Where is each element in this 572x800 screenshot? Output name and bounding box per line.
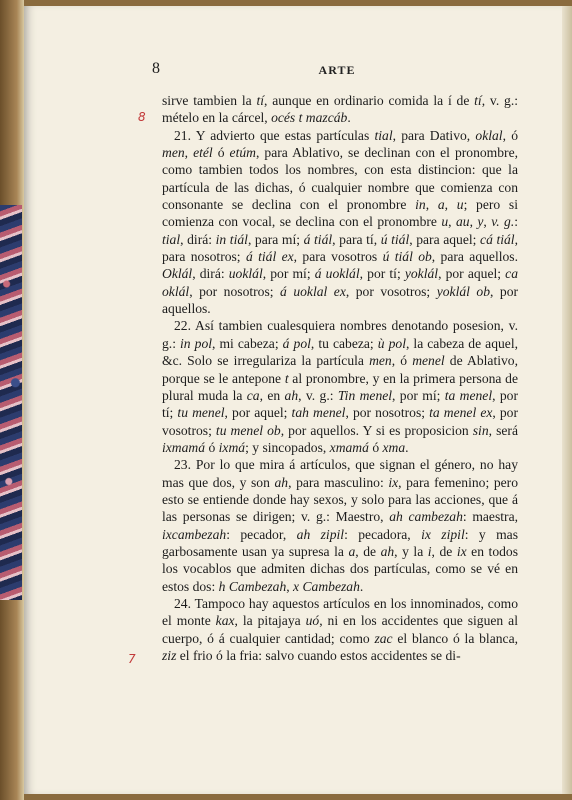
- paragraph-24: 24. Tampoco hay aquestos artículos en los innominados, como el monte kax, la pitajaya uó, ni en los accidentes que siguen al cuerpo, ó á cualquier cantidad; como zac el blanco ó la blanca, ziz el frio ó la fria: salvo cuando estos accidentes se di-: [162, 595, 518, 663]
- body-text: [162, 92, 518, 664]
- page-fore-edge: [562, 6, 572, 794]
- margin-annotation: 7: [128, 652, 136, 666]
- paragraph-number: 24.: [174, 595, 191, 611]
- paragraph-23: 23. Por lo que mira á artículos, que signan el género, no hay mas que dos, y son ah, para masculino: ix, para femenino; pero esto se entiende donde hay sexos, y solo para las acciones, que á las personas se dirigen; v. g.: Maestro, ah cambezah: maestra, ixcambezah: pecador, ah zipil: pecadora, ix zipil: y mas garbosamente usan ya supresa la a, de ah, y la i, de ix en todos los vocablos que admiten dichas dos partículas, como se vé en estos dos: h Cambezah, x Cambezah.: [162, 457, 519, 594]
- paragraph-21: 21. Y advierto que estas partículas tial, para Dativo, oklal, ó men, etél ó etúm, para Ablativo, se declinan con el pronombre, como tambien todos los nombres, con esta distincion: que la partícula de las dichas, ó cualquier nombre que comienza con consonante se declina con el pronombre in, a, u; pero si comienza con vocal, se declina con el pronombre u, au, y, v. g.: tial, dirá: in tiál, para mí; á tiál, para tí, ú tiál, para aquel; cá tiál, para nosotros; á tiál ex, para vosotros ú tiál ob, para aquellos. Oklál, dirá: uoklál, por mí; á uoklál, por tí; yoklál, por aquel; ca oklál, por nosotros; á uoklal ex, por vosotros; yoklál ob, por aquellos.: [162, 127, 519, 317]
- paragraph-number: 22.: [174, 318, 191, 334]
- margin-annotation: 8: [138, 110, 146, 124]
- paragraph-number: 23.: [174, 457, 191, 473]
- paragraph-continuation: sirve tambien la tí, aunque en ordinario comida la í de tí, v. g.: mételo en la cárcel, océs t mazcáb.: [162, 93, 519, 126]
- page-number: 8: [152, 60, 160, 77]
- paragraph-22: 22. Así tambien cualesquiera nombres denotando posesion, v. g.: in pol, mi cabeza; á pol, tu cabeza; ù pol, la cabeza de aquel, &c. Solo se irregulariza la partícula men, ó menel de Ablativo, porque se le antepone t al pronombre, y en la primera persona de plural muda la ca, en ah, v. g.: Tin menel, por mí; ta menel, por tí; tu menel, por aquel; tah menel, por nosotros; ta menel ex, por vosotros; tu menel ob, por aquellos. Y si es proposicion sin, será ixmamá ó ixmá; y sincopados, xmamá ó xma.: [162, 318, 518, 455]
- paragraph-number: 21.: [174, 127, 191, 143]
- running-title: ARTE: [318, 63, 356, 77]
- running-head: [152, 60, 522, 80]
- marbled-endpaper: [0, 205, 22, 600]
